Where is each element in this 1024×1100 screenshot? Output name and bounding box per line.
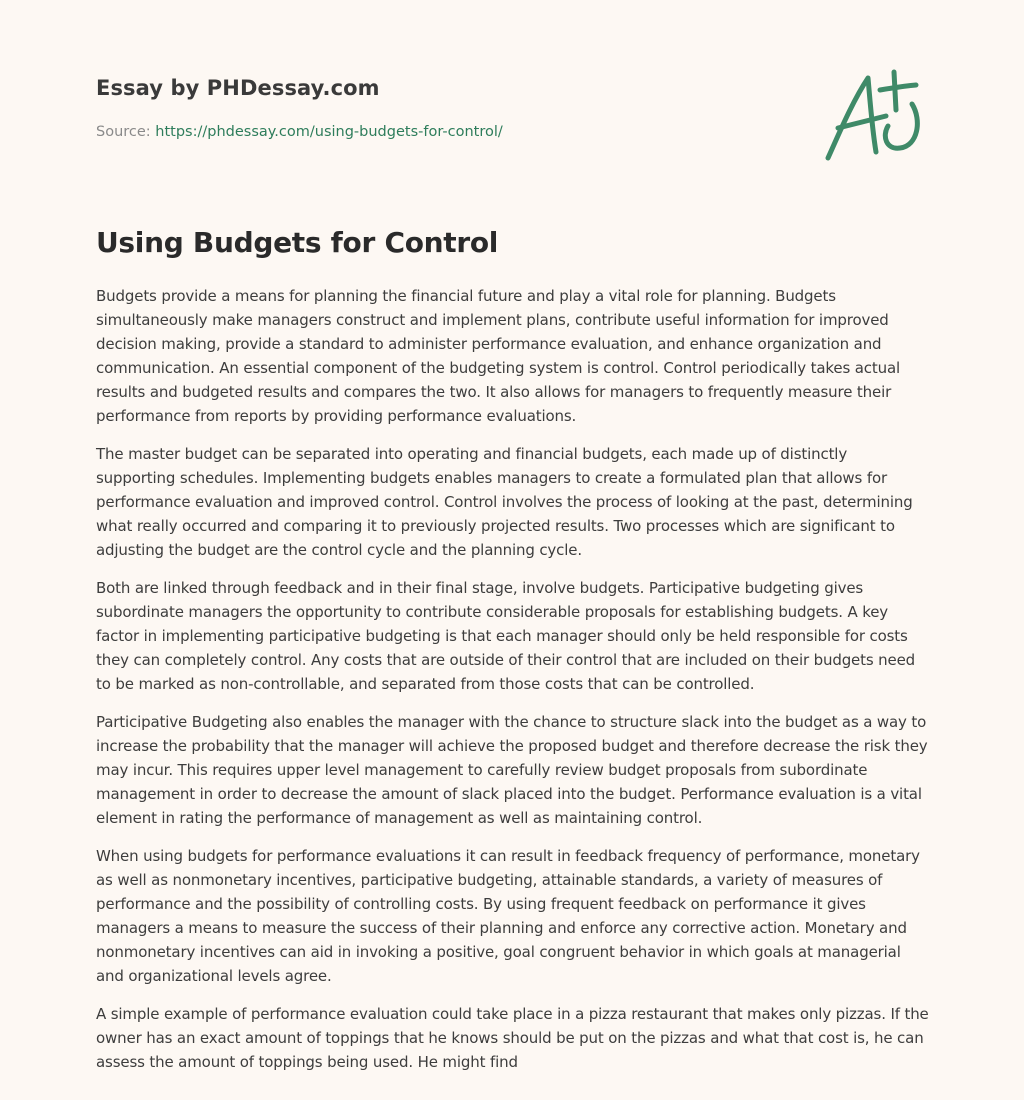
source-label: Source: [96, 124, 156, 140]
a-plus-grade-icon [818, 66, 928, 166]
brand-heading: Essay by PHDessay.com [96, 76, 380, 100]
essay-paragraph: The master budget can be separated into operating and financial budgets, each made up of distinctly supporting schedules. Implementing budgets enables managers to create a formulated plan that allows for performance evaluation and improved control. Control involves the process of looking at the past, determining what really occurred and comparing it to previously projected results. Two processes which are significant to adjusting the budget are the control cycle and the planning cycle. [96, 445, 913, 559]
source-line [96, 124, 503, 140]
essay-paragraph: When using budgets for performance evaluations it can result in feedback frequency of performance, monetary as well as nonmonetary incentives, participative budgeting, attainable standards, a variety of measures of performance and the possibility of controlling costs. By using frequent feedback on performance it gives managers a means to measure the success of their planning and enforce any corrective action. Monetary and nonmonetary incentives can aid in invoking a positive, goal congruent behavior in which goals at managerial and organizational levels agree. [96, 847, 920, 985]
source-link[interactable]: https://phdessay.com/using-budgets-for-control/ [155, 124, 503, 140]
essay-paragraph: Budgets provide a means for planning the financial future and play a vital role for planning. Budgets simultaneously make managers construct and implement plans, contribute useful information for improved decision making, provide a standard to administer performance evaluation, and enhance organization and communication. An essential component of the budgeting system is control. Control periodically takes actual results and budgeted results and compares the two. It also allows for managers to frequently measure their performance from reports by providing performance evaluations. [96, 287, 901, 425]
essay-title: Using Budgets for Control [96, 226, 499, 259]
essay-paragraph: Both are linked through feedback and in their final stage, involve budgets. Participative budgeting gives subordinate managers the opportunity to contribute considerable proposals for establishing budgets. A key factor in implementing participative budgeting is that each manager should only be held responsible for costs they can completely control. Any costs that are outside of their control that are included on their budgets need to be marked as non-controllable, and separated from those costs that can be controlled. [96, 579, 916, 693]
essay-paragraph: A simple example of performance evaluation could take place in a pizza restaurant that makes only pizzas. If the owner has an exact amount of toppings that he knows should be put on the pizzas and what that cost is, he can assess the amount of toppings being used. He might find [96, 1005, 929, 1071]
essay-body [96, 284, 930, 1088]
essay-paragraph: Participative Budgeting also enables the manager with the chance to structure slack into the budget as a way to increase the probability that the manager will achieve the proposed budget and therefore decrease the risk they may incur. This requires upper level management to carefully review budget proposals from subordinate management in order to decrease the amount of slack placed into the budget. Performance evaluation is a vital element in rating the performance of management as well as maintaining control. [96, 713, 928, 827]
